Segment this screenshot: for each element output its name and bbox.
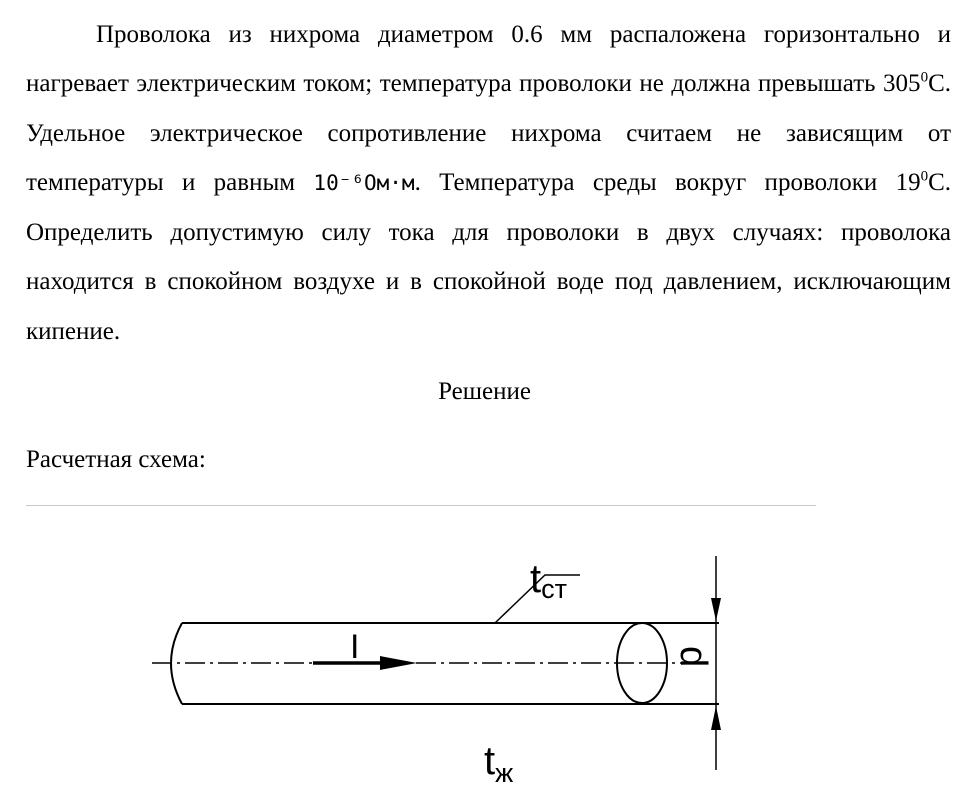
fluid-temp-label — [484, 739, 513, 788]
problem-text-4: . Температура среды вокруг проволоки 19 — [414, 168, 921, 196]
fluid-temp-sub: ж — [495, 758, 514, 788]
wire-left-end — [171, 623, 182, 704]
problem-text-5: С. Определить допустимую силу тока для проволоки в двух случаях: проволока находится в спокойном воздухе и в спокойной воде под давлением, исключающим кипение. — [26, 168, 952, 345]
problem-text-1: Проволока из нихрома диаметром — [96, 21, 512, 48]
degree-mark-2: 0 — [920, 168, 929, 185]
resistivity-value: 10⁻⁶Ом·м — [313, 170, 415, 195]
fluid-temp-main: t — [484, 739, 496, 783]
diameter-value: 0.6 мм — [511, 21, 593, 48]
problem-text-2: распаложена горизонтально и нагревает электрическим током; температура проволоки не должна превышать 305 — [26, 21, 951, 98]
current-label: I — [350, 628, 360, 666]
diameter-arrow-bottom — [711, 706, 721, 730]
diameter-arrow-top — [711, 598, 721, 621]
wall-temp-sub: ст — [541, 574, 567, 604]
wall-temp-main: t — [530, 557, 542, 601]
current-arrow-head — [380, 656, 417, 670]
wall-temp-label — [530, 557, 567, 604]
solution-heading: Решение — [438, 378, 531, 405]
scheme-label: Расчетная схема: — [26, 446, 206, 473]
degree-mark-1: 0 — [920, 69, 929, 86]
problem-text-3: С. Удельное электрическое сопротивление нихрома считаем не зависящим от температуры и равным — [26, 70, 951, 196]
diameter-label: d — [672, 646, 714, 668]
